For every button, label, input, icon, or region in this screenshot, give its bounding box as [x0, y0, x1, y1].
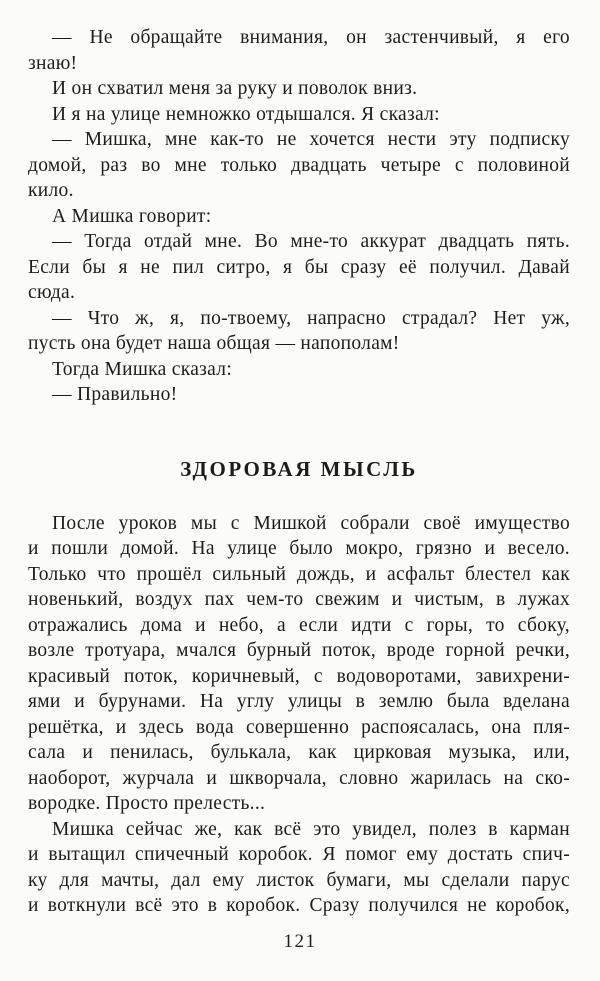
text-line: новенький, воздух пах чем-то свежим и чистым, в лужах [28, 589, 570, 610]
text-line: И он схватил меня за руку и поволок вниз. [52, 78, 418, 99]
text-line: Тогда Мишка сказал: [52, 358, 233, 380]
page-number: 121 [283, 931, 317, 952]
text-line: красивый поток, коричневый, с водоворотами, завихрени- [28, 665, 570, 687]
text-line: и вытащил спичечный коробок. Я помог ему достать спич- [28, 844, 570, 865]
text-line: Если бы я не пил ситро, я бы сразу её получил. Давай [28, 256, 570, 278]
text-line: сюда. [28, 282, 76, 303]
text-line: вородке. Просто прелесть... [28, 793, 266, 814]
text-line: — Правильно! [52, 384, 178, 405]
text-line: ку для мачты, дал ему листок бумаги, мы сделали парус [28, 869, 570, 891]
text-line: и пошли домой. На улице было мокро, грязно и весело. [28, 538, 570, 559]
dialogue-section [28, 25, 570, 408]
story-section [28, 511, 570, 919]
text-line: — Что ж, я, по-твоему, напрасно страдал? Нет уж, [52, 307, 570, 329]
text-line: кило. [28, 180, 74, 201]
text-line: — Тогда отдай мне. Во мне-то аккурат двадцать пять. [52, 231, 570, 252]
text-line: решётка, и здесь вода совершенно распоясалась, она пля- [28, 716, 570, 738]
text-line: ями и бурунами. На углу улицы в землю была вделана [28, 691, 570, 712]
text-line: Мишка сейчас же, как всё это увидел, полез в карман [52, 818, 570, 840]
text-line: пусть она будет наша общая — напополам! [28, 333, 400, 354]
story-title: ЗДОРОВАЯ МЫСЛЬ [180, 456, 418, 481]
text-line: отражались дома и небо, а если идти с горы, то сбоку, [28, 614, 570, 636]
page-content [28, 25, 570, 919]
text-line: А Мишка говорит: [52, 205, 212, 227]
text-line: — Не обращайте внимания, он застенчивый, я его [52, 27, 570, 48]
text-line: сала и пенилась, булькала, как цирковая музыка, или, [28, 742, 570, 763]
text-line: домой, раз во мне только двадцать четыре с половиной [28, 154, 570, 176]
text-line: — Мишка, мне как-то не хочется нести эту подписку [52, 129, 570, 150]
text-line: Только что прошёл сильный дождь, и асфальт блестел как [28, 563, 570, 585]
text-line: и воткнули всё это в коробок. Сразу получился не коробок, [28, 895, 570, 916]
text-line: наоборот, журчала и шкворчала, словно жарилась на ско- [28, 767, 570, 789]
text-line: После уроков мы с Мишкой собрали своё имущество [52, 512, 570, 534]
text-line: знаю! [28, 52, 78, 74]
text-line: И я на улице немножко отдышался. Я сказал: [52, 103, 440, 125]
text-line: возле тротуара, мчался бурный поток, вроде горной речки, [28, 640, 570, 661]
